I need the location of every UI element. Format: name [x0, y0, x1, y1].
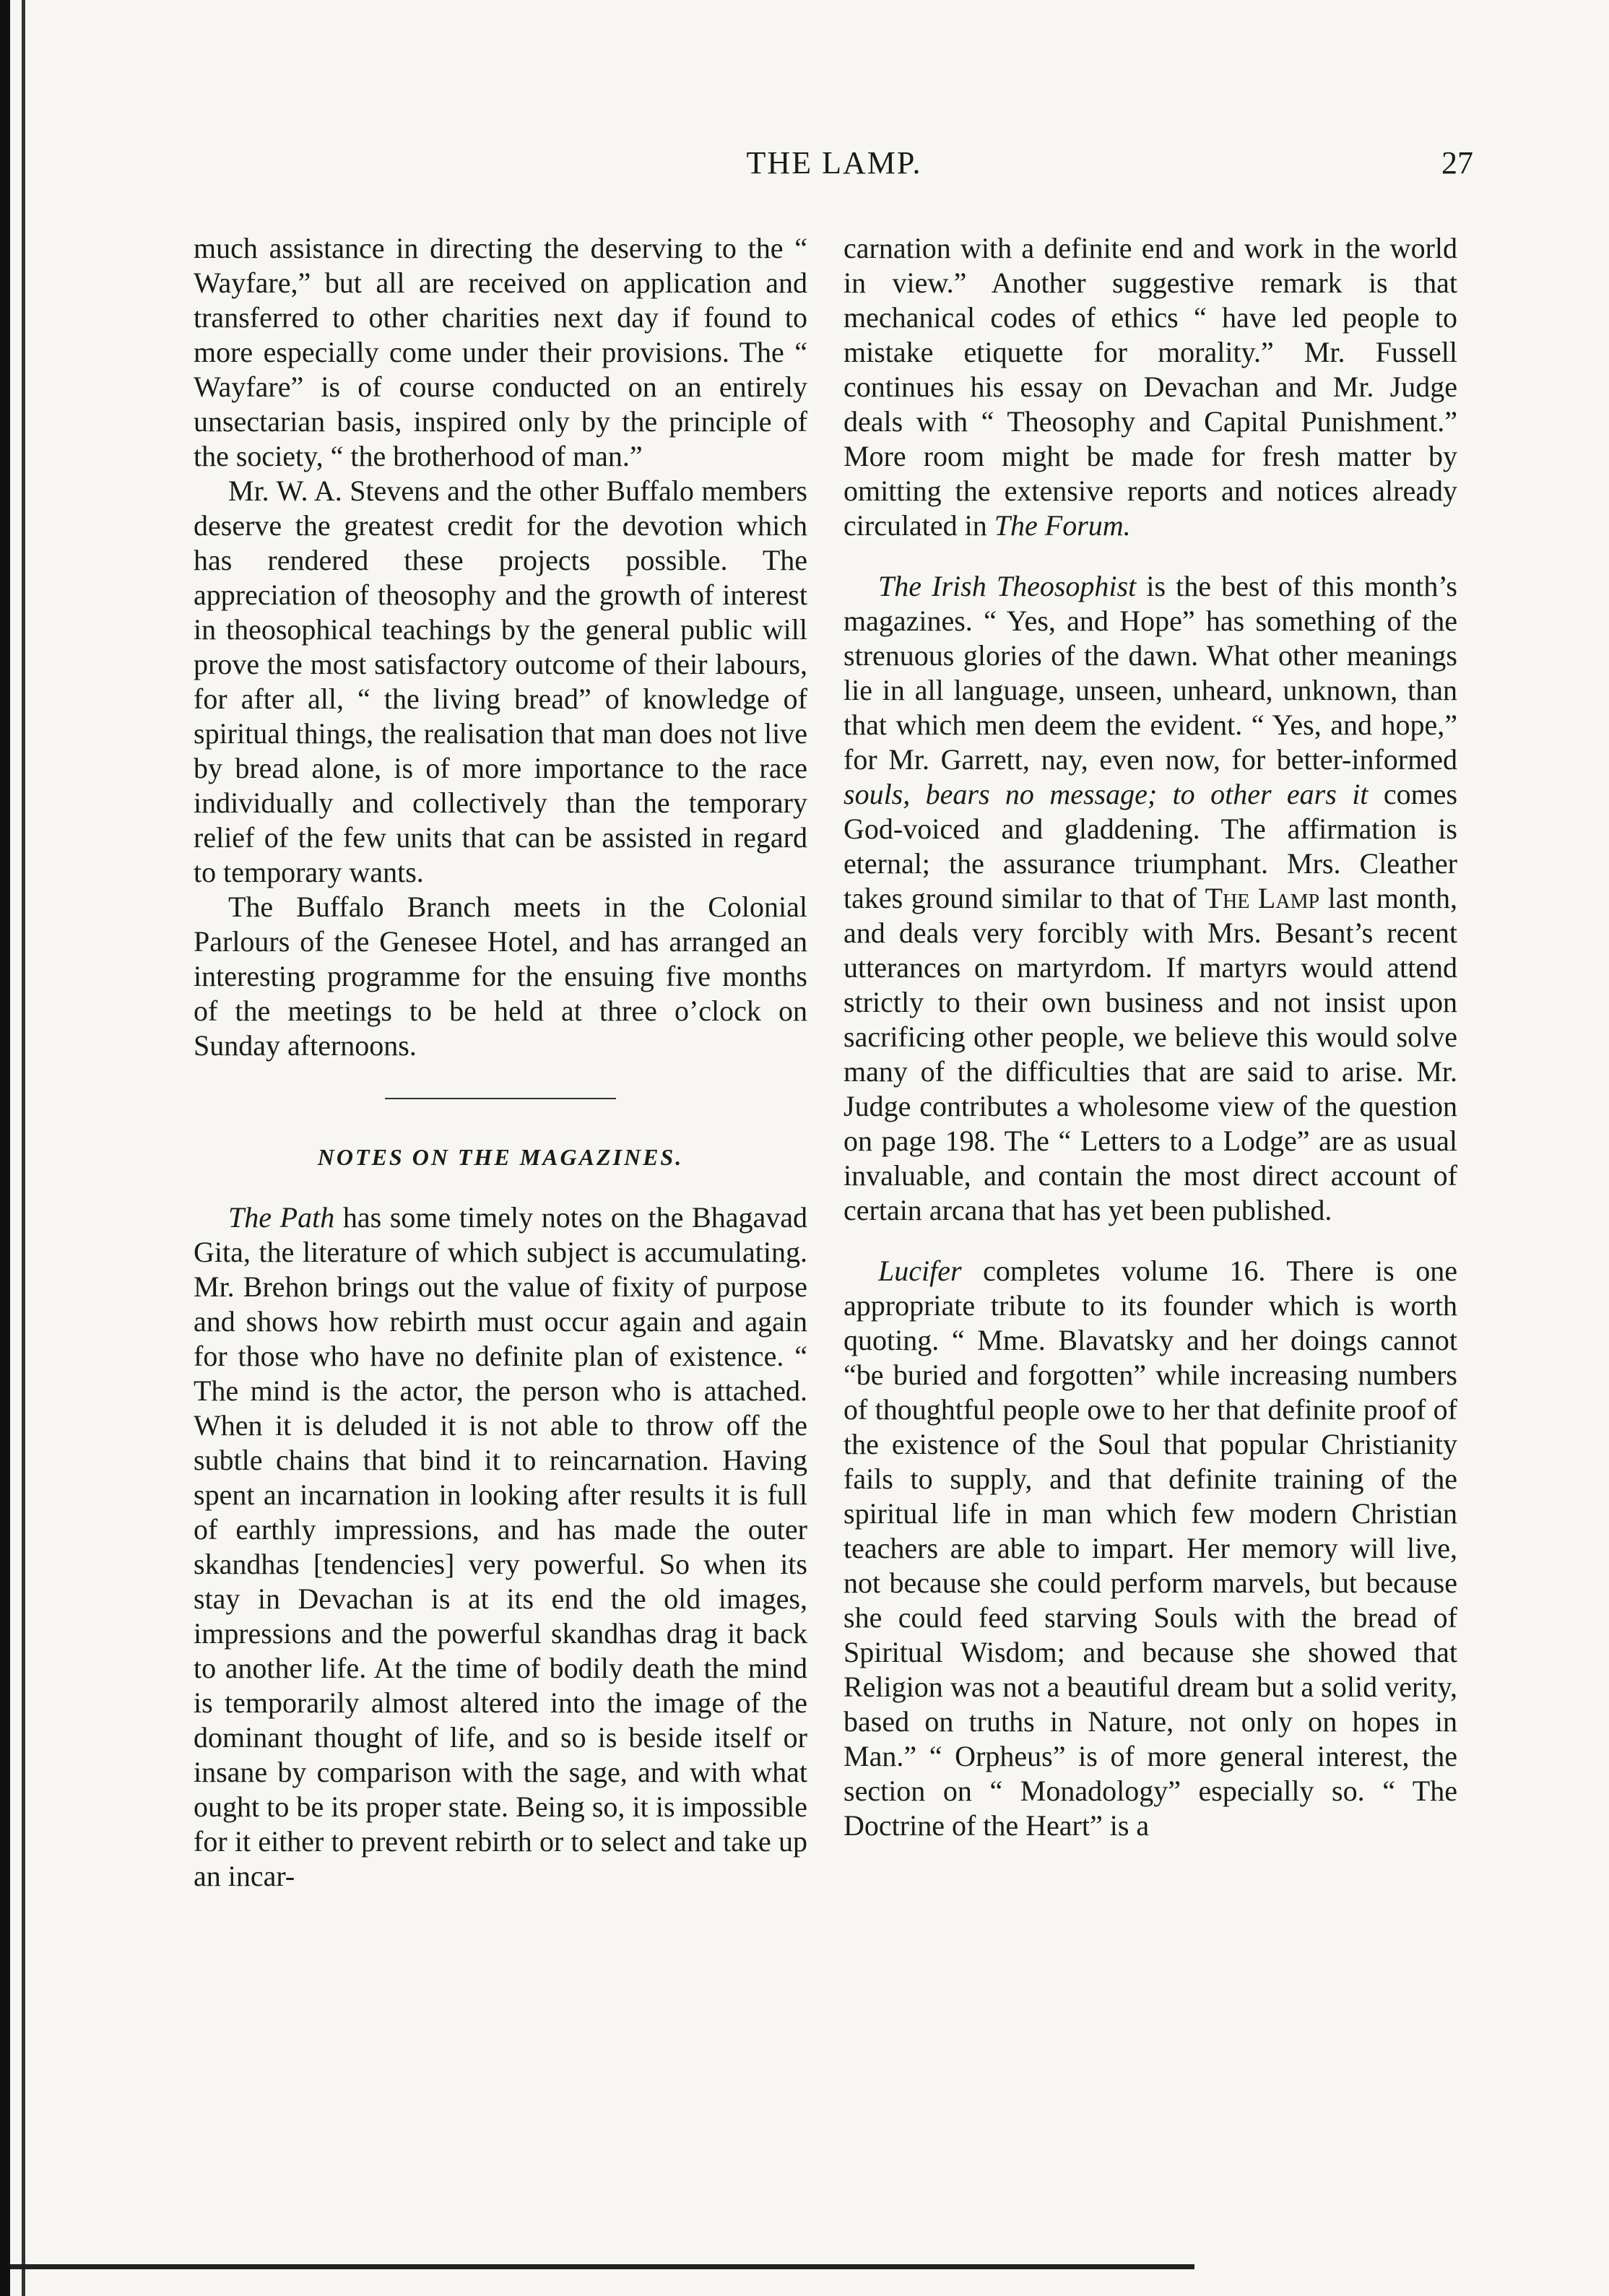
- section-heading: NOTES ON THE MAGAZINES.: [317, 1144, 684, 1170]
- right-column: [843, 231, 1457, 1843]
- paragraph-text: last month, and deals very forcibly with Mrs. Besant’s recent utterances on martyrdom. If martyrs would attend strictly to their own business and not insist upon sacrificing other people, we believe this would solve many of the difficulties that are said to arise. Mr. Judge contributes a wholesome view of the question on page 198. The “ Letters to a Lodge” are as usual invaluable, and contain the most direct account of certain arcana that has yet been published.: [843, 882, 1458, 1226]
- binding-edge: [0, 0, 10, 2296]
- paragraph: [843, 1254, 1457, 1843]
- paragraph: The Buffalo Branch meets in the Colonial Parlours of the Genesee Hotel, and has arranged an interesting programme for the ensuing five months of the meetings to be held at three o’clock on Sunday afternoons.: [194, 891, 807, 1062]
- magazine-title: The Path: [228, 1201, 335, 1234]
- paragraph-text: carnation with a definite end and work in the world in view.” Another suggestive remark is that mechanical codes of ethics “ have led people to mistake etiquette for morality.” Mr. Fussell continues his essay on Devachan and Mr. Judge deals with “ Theosophy and Capital Punishment.” More room might be made for fresh matter by omitting the extensive reports and notices already circulated in: [843, 232, 1457, 542]
- magazine-title: The Forum.: [994, 509, 1131, 542]
- binding-shadow: [22, 0, 25, 2296]
- paragraph: [843, 569, 1457, 1228]
- page-header: [195, 144, 1473, 195]
- paragraph: much assistance in directing the deserving to the “ Wayfare,” but all are received on application and transferred to other charities next day if found to more especially come under their provisions. The “ Wayfare” is of course conducted on an entirely unsectarian basis, inspired only by the principle of the society, “ the brotherhood of man.”: [194, 232, 807, 472]
- magazine-title: The Irish Theosophist: [878, 570, 1137, 602]
- paragraph: [843, 231, 1457, 543]
- left-column: [194, 231, 807, 1894]
- bottom-rule: [10, 2264, 1194, 2269]
- paragraph-text: has some timely notes on the Bhagavad Gita, the literature of which subject is accumulating. Mr. Brehon brings out the value of fixity of purpose and shows how rebirth must occur again and again for those who have no definite plan of existence. “ The mind is the actor, the person who is attached. When it is deluded it is not able to throw off the subtle chains that bind it to reincarnation. Having spent an incarnation in looking after results it is full of earthly impressions, and has made the outer skandhas [tendencies] very powerful. So when its stay in Devachan is at its end the old images, impressions and the powerful skandhas drag it back to another life. At the time of bodily death the mind is temporarily almost altered into the image of the dominant thought of life, and so is beside itself or insane by comparison with the sage, and with what ought to be its proper state. Being so, it is impossible for it either to prevent rebirth or to select and take up an incar-: [194, 1201, 807, 1892]
- running-title: THE LAMP.: [746, 145, 922, 181]
- paragraph-text: completes volume 16. There is one appropriate tribute to its founder which is worth quoting. “ Mme. Blavatsky and her doings cannot “be buried and forgotten” while increasing numbers of thoughtful people owe to her that definite proof of the existence of the Soul that popular Christianity fails to supply, and that definite training of the spiritual life in man which few modern Christian teachers are able to impart. Her memory will live, not because she could perform marvels, but because she could feed starving Souls with the bread of Spiritual Wisdom; and because she showed that Religion was not a beautiful dream but a solid verity, based on truths in Nature, not only on hopes in Man.” “ Orpheus” is of more general interest, the section on “ Monadology” especially so. “ The Doctrine of the Heart” is a: [843, 1255, 1457, 1842]
- magazine-title: The Lamp: [1205, 882, 1320, 914]
- paragraph-text: comes God-voiced and gladdening. The affirmation is eternal; the assurance triumphant. Mrs. Cleather takes ground similar to that of: [843, 778, 1458, 914]
- paragraph: Mr. W. A. Stevens and the other Buffalo members deserve the greatest credit for the devotion which has rendered these projects possible. The appreciation of theosophy and the growth of interest in theosophical teachings by the general public will prove the most satisfactory outcome of their labours, for after all, “ the living bread” of knowledge of spiritual things, the realisation that man does not live by bread alone, is of more importance to the race individually and collectively than the temporary relief of the few units that can be assisted in regard to temporary wants.: [194, 475, 807, 888]
- section-divider: [385, 1098, 616, 1099]
- magazine-title: Lucifer: [878, 1255, 962, 1287]
- paragraph-text: is the best of this month’s magazines. “ Yes, and Hope” has something of the strenuous glories of the dawn. What other meanings lie in all language, unseen, unheard, unknown, than that which men deem the evident. “ Yes, and hope,” for Mr. Garrett, nay, even now, for better-informed: [843, 570, 1457, 776]
- page-number: 27: [1441, 145, 1473, 181]
- paragraph-italic-text: souls, bears no message; to other ears it: [843, 778, 1369, 810]
- paragraph: [194, 1200, 807, 1894]
